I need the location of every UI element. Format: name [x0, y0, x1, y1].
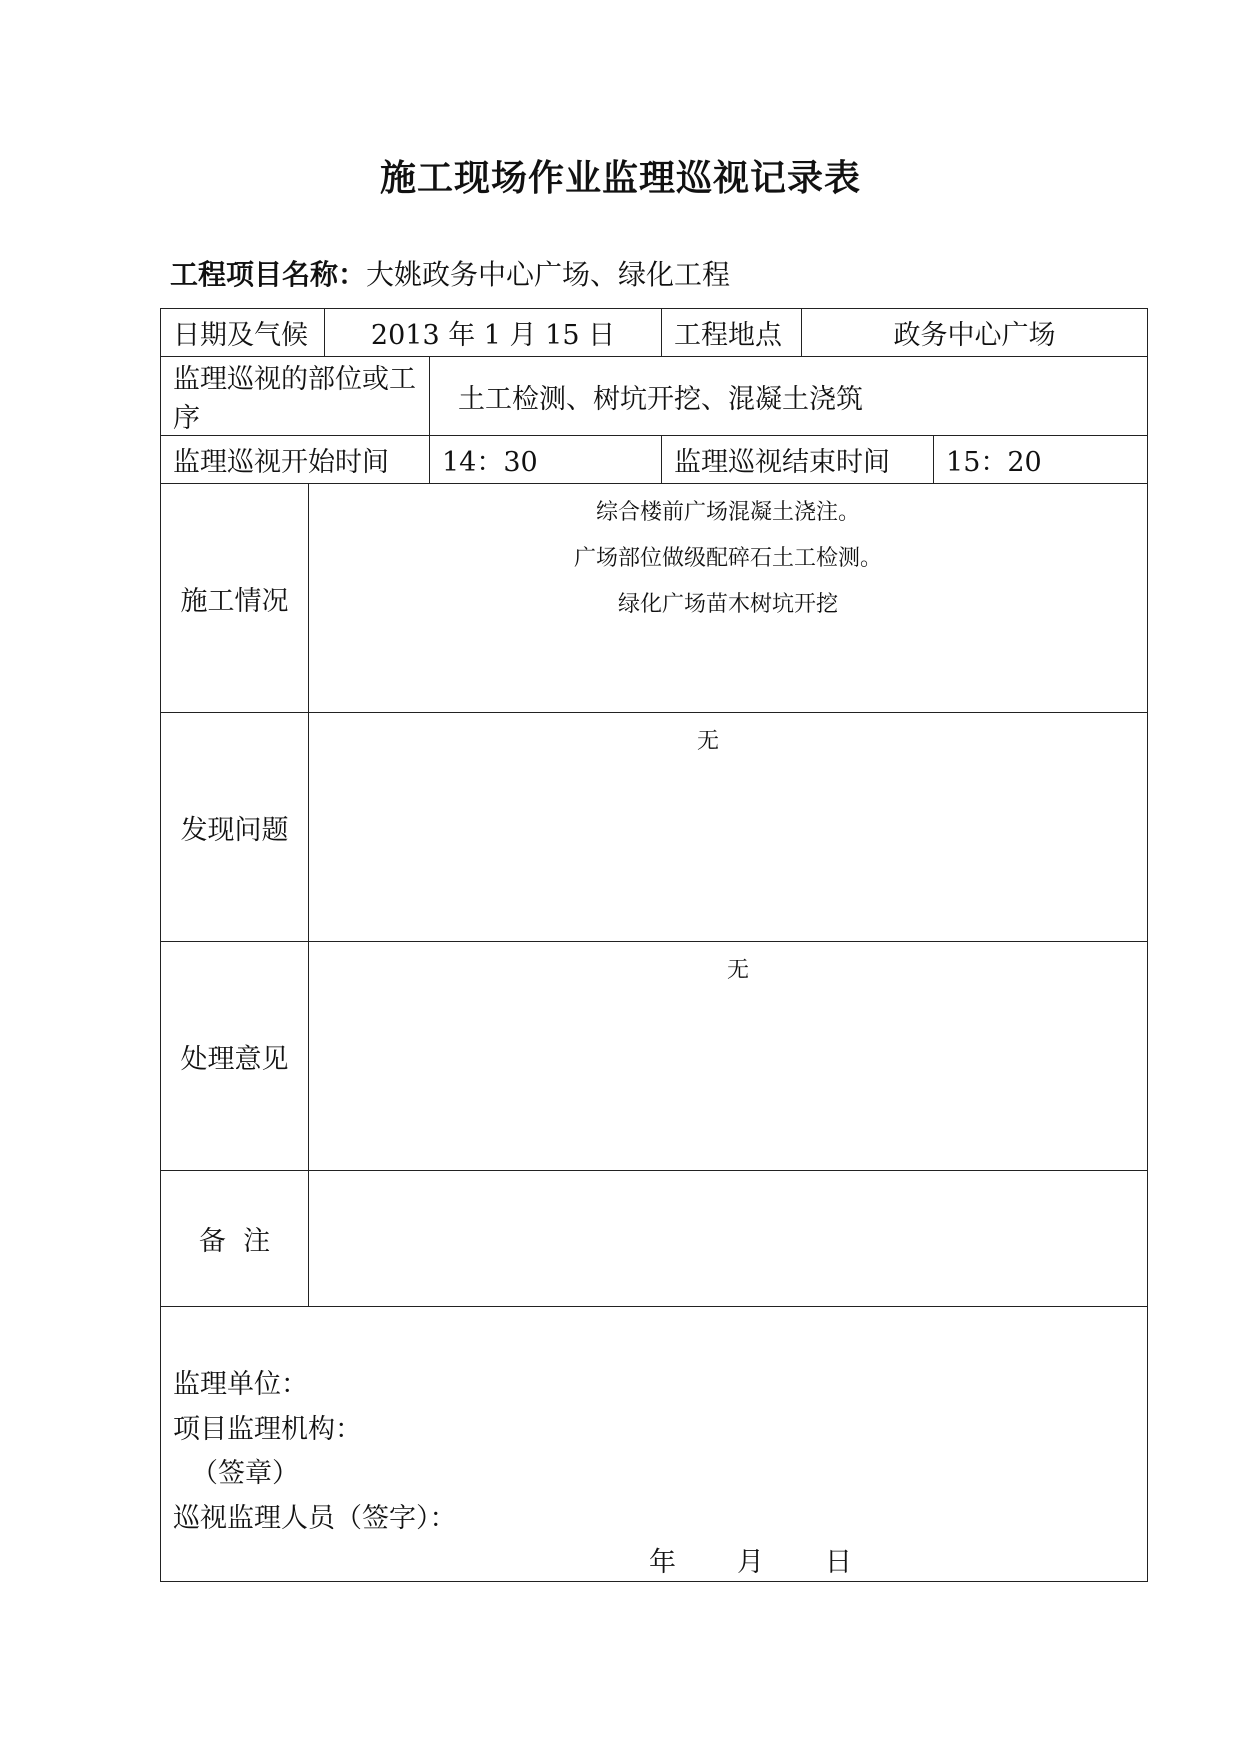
row-remarks	[161, 1171, 1148, 1307]
problems-content	[309, 713, 1148, 942]
opinion-value: 无	[727, 958, 750, 983]
construction-line: 综合楼前广场混凝土浇注。	[596, 500, 861, 525]
project-name-label: 工程项目名称：	[170, 258, 367, 291]
supervision-unit: 监理单位：	[173, 1369, 308, 1400]
row-part	[161, 357, 1148, 436]
problems-value: 无	[697, 729, 720, 754]
row-signature	[161, 1307, 1148, 1582]
seal-note: （签章）	[191, 1458, 299, 1489]
row-problems	[161, 713, 1148, 942]
project-name-value: 大姚政务中心广场、绿化工程	[366, 258, 731, 291]
row-time	[161, 436, 1148, 484]
page-title: 施工现场作业监理巡视记录表	[379, 157, 861, 199]
construction-label: 施工情况	[161, 484, 309, 713]
sign-year: 年	[649, 1547, 676, 1578]
construction-line: 绿化广场苗木树坑开挖	[618, 592, 839, 617]
record-table	[160, 308, 1148, 1582]
site-label: 工程地点	[662, 309, 802, 357]
problems-label: 发现问题	[161, 713, 309, 942]
construction-line: 广场部位做级配碎石土工检测。	[574, 546, 883, 571]
site-value: 政务中心广场	[802, 309, 1148, 357]
opinion-label: 处理意见	[161, 942, 309, 1171]
remarks-label: 备 注	[161, 1171, 309, 1307]
row-opinion	[161, 942, 1148, 1171]
row-date-site	[161, 309, 1148, 357]
sign-day: 日	[825, 1547, 852, 1578]
start-time-label: 监理巡视开始时间	[161, 436, 430, 484]
end-time-value: 15：20	[934, 436, 1148, 484]
end-time-label: 监理巡视结束时间	[662, 436, 934, 484]
remarks-content	[309, 1171, 1148, 1307]
opinion-content	[309, 942, 1148, 1171]
sign-month: 月	[737, 1547, 764, 1578]
date-value: 2013 年 1 月 15 日	[325, 309, 662, 357]
project-name	[170, 253, 730, 293]
date-label: 日期及气候	[161, 309, 325, 357]
construction-content	[309, 484, 1148, 713]
signature-block	[161, 1307, 1148, 1582]
start-time-value: 14：30	[430, 436, 662, 484]
row-construction	[161, 484, 1148, 713]
part-value: 土工检测、树坑开挖、混凝土浇筑	[430, 357, 1148, 436]
part-label: 监理巡视的部位或工序	[161, 357, 430, 436]
inspector-signature: 巡视监理人员（签字）：	[173, 1503, 457, 1534]
project-supervision-org: 项目监理机构：	[173, 1414, 362, 1445]
